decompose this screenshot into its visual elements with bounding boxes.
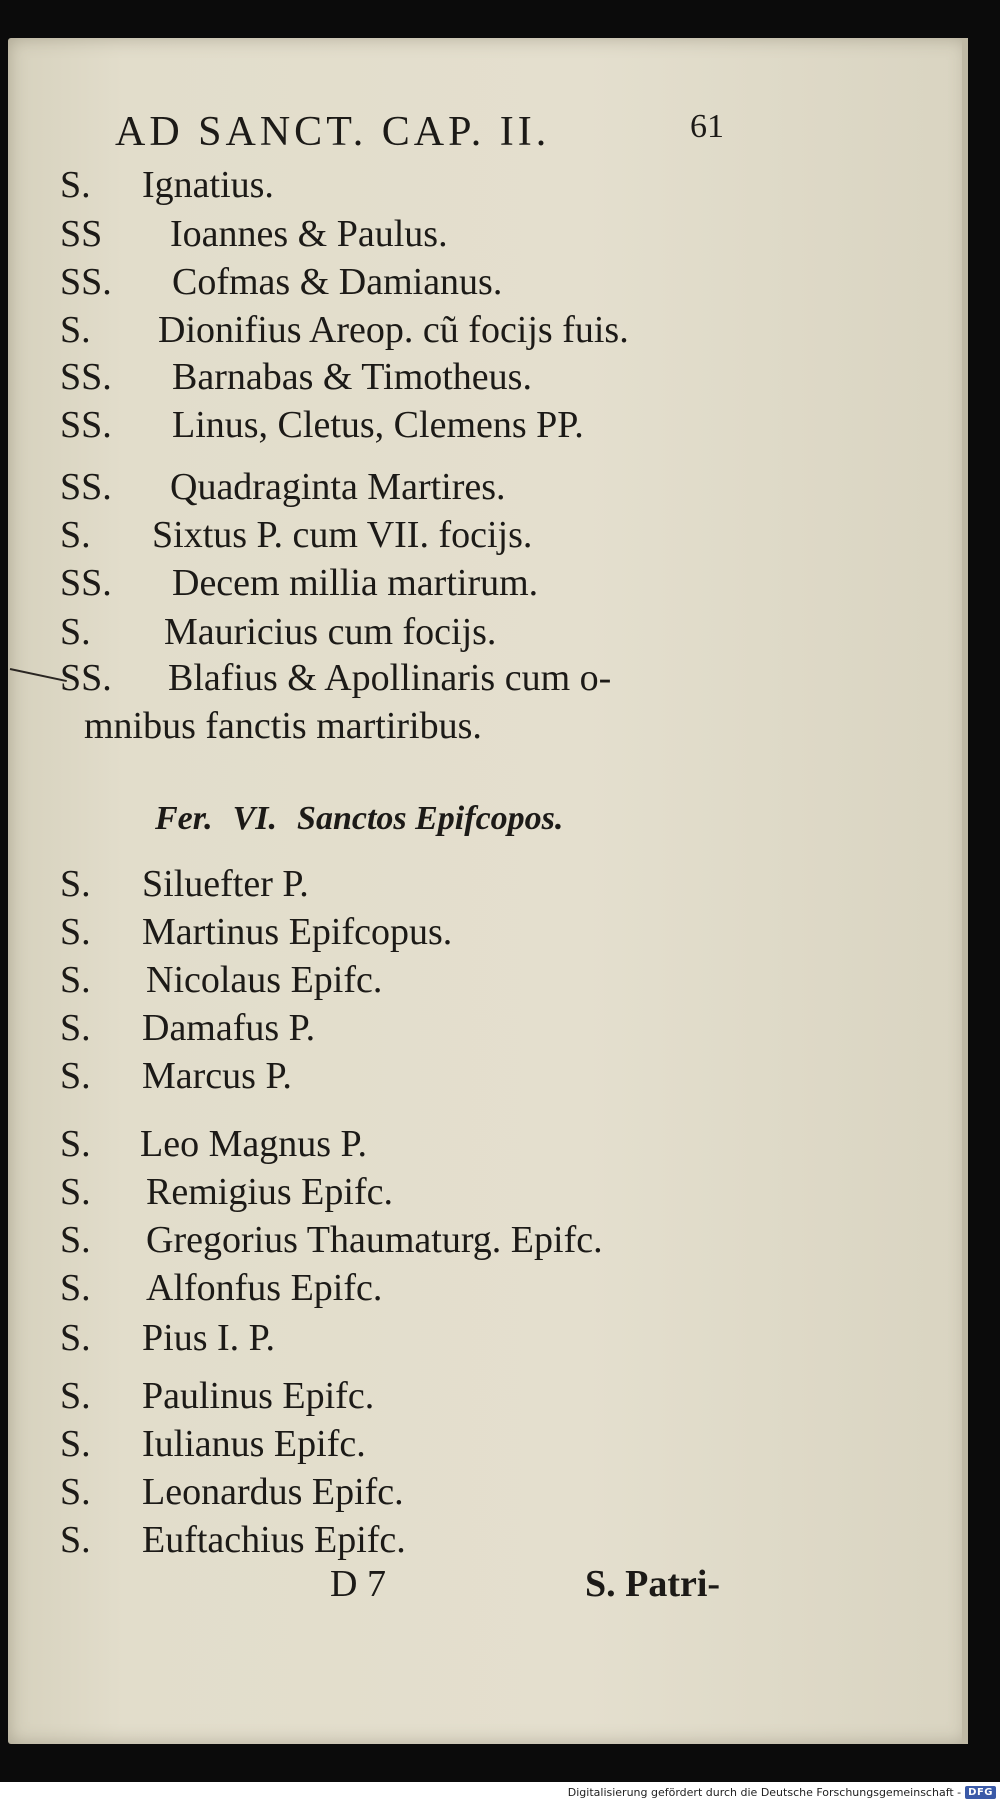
- saint-abbreviation: S.: [60, 1171, 91, 1213]
- running-title: AD SANCT. CAP. II.: [115, 109, 551, 155]
- saint-name: Damafus P.: [142, 1007, 316, 1049]
- saint-abbreviation: S.: [60, 1519, 91, 1561]
- saint-abbreviation: S.: [60, 164, 91, 206]
- saint-abbreviation: S.: [60, 611, 91, 653]
- page-number: 61: [690, 108, 724, 145]
- saint-name: Pius I. P.: [142, 1317, 276, 1359]
- saint-abbreviation: SS.: [60, 657, 112, 699]
- saint-abbreviation: S.: [60, 1055, 91, 1097]
- saint-name: Decem millia martirum.: [172, 562, 539, 604]
- saint-name: Mauricius cum focijs.: [164, 611, 497, 653]
- saint-name: Iulianus Epifc.: [142, 1423, 366, 1465]
- saint-abbreviation: SS.: [60, 356, 112, 398]
- credit-text: Digitalisierung gefördert durch die Deutsche Forschungsgemeinschaft -: [567, 1786, 962, 1799]
- saint-name: Leo Magnus P.: [140, 1123, 367, 1165]
- saint-abbreviation: S.: [60, 1317, 91, 1359]
- saint-abbreviation: S.: [60, 1471, 91, 1513]
- saint-name: Ignatius.: [142, 164, 274, 206]
- saint-name: Alfonfus Epifc.: [146, 1267, 383, 1309]
- saint-name: Gregorius Thaumaturg. Epifc.: [146, 1219, 603, 1261]
- saint-abbreviation: SS.: [60, 404, 112, 446]
- saint-abbreviation: S.: [60, 1219, 91, 1261]
- saint-name: Blafius & Apollinaris cum o-: [168, 657, 612, 699]
- saint-name: Remigius Epifc.: [146, 1171, 393, 1213]
- saint-abbreviation: S.: [60, 1007, 91, 1049]
- saint-abbreviation: S.: [60, 1123, 91, 1165]
- saint-name: Ioannes & Paulus.: [170, 213, 448, 255]
- page-edge: [962, 38, 968, 1744]
- saint-name: Leonardus Epifc.: [142, 1471, 404, 1513]
- saint-abbreviation: SS.: [60, 562, 112, 604]
- saint-name: Siluefter P.: [142, 863, 309, 905]
- saint-name: Linus, Cletus, Clemens PP.: [172, 404, 584, 446]
- saint-name: Dionifius Areop. cũ focijs fuis.: [158, 309, 629, 351]
- section-heading: [155, 800, 583, 838]
- saint-name: Quadraginta Martires.: [170, 466, 506, 508]
- saint-abbreviation: SS.: [60, 261, 112, 303]
- continuation-line: mnibus fanctis martiribus.: [84, 705, 482, 747]
- saint-name: Barnabas & Timotheus.: [172, 356, 532, 398]
- saint-abbreviation: S.: [60, 1423, 91, 1465]
- saint-abbreviation: S.: [60, 514, 91, 556]
- saint-abbreviation: SS: [60, 213, 103, 255]
- saint-abbreviation: S.: [60, 1267, 91, 1309]
- saint-name: Sixtus P. cum VII. focijs.: [152, 514, 533, 556]
- saint-abbreviation: S.: [60, 911, 91, 953]
- saint-name: Euftachius Epifc.: [142, 1519, 406, 1561]
- saint-abbreviation: SS.: [60, 466, 112, 508]
- saint-name: Nicolaus Epifc.: [146, 959, 383, 1001]
- catchword: S. Patri-: [585, 1563, 721, 1605]
- heading-feria: Fer.: [155, 800, 213, 837]
- saint-name: Cofmas & Damianus.: [172, 261, 503, 303]
- saint-abbreviation: S.: [60, 1375, 91, 1417]
- saint-name: Marcus P.: [142, 1055, 292, 1097]
- signature-mark: D 7: [330, 1563, 386, 1605]
- saint-abbreviation: S.: [60, 863, 91, 905]
- saint-name: Martinus Epifcopus.: [142, 911, 453, 953]
- heading-title: Sanctos Epifcopos.: [297, 800, 564, 837]
- saint-abbreviation: S.: [60, 309, 91, 351]
- digitization-credit: [568, 1786, 996, 1799]
- dfg-logo: DFG: [965, 1786, 996, 1799]
- saint-name: Paulinus Epifc.: [142, 1375, 375, 1417]
- heading-day: VI.: [232, 800, 278, 837]
- saint-abbreviation: S.: [60, 959, 91, 1001]
